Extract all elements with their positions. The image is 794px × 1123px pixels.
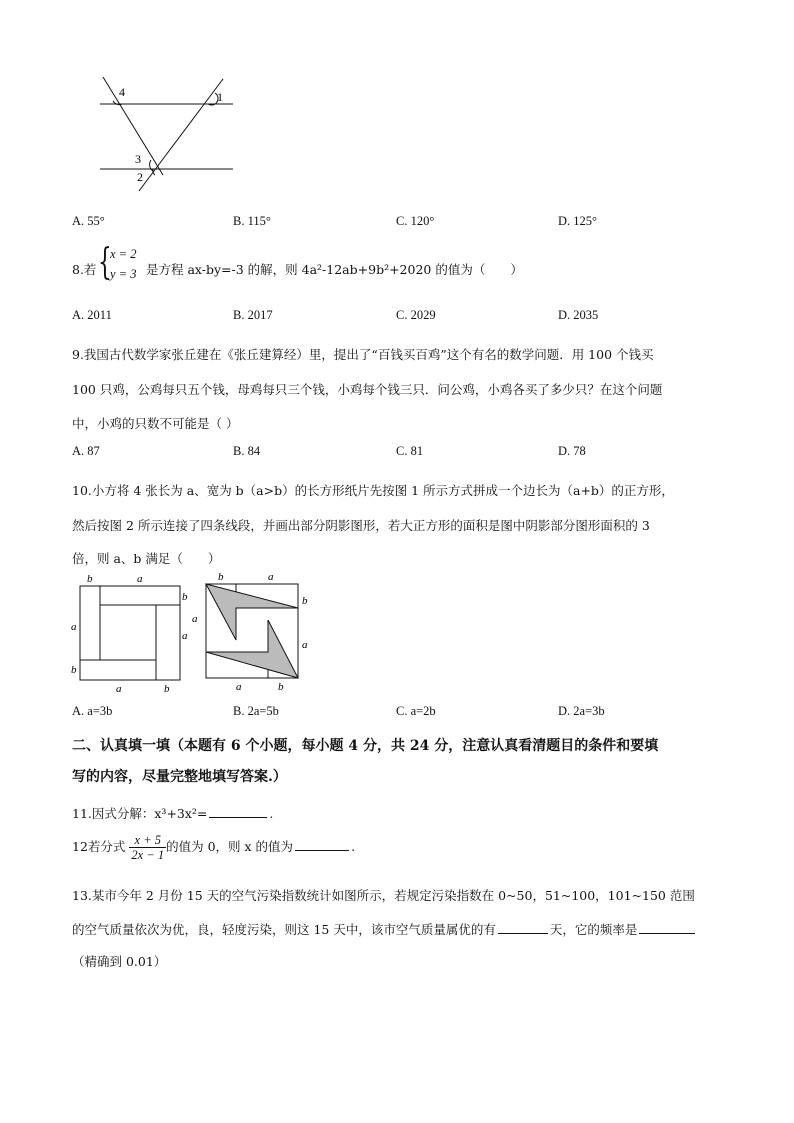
fig1-label-b-right: b <box>182 591 188 603</box>
q8-system-y: y = 3 <box>110 267 137 281</box>
angle-label-4: 4 <box>119 85 125 99</box>
q9-line-3: 中，小鸡的只数不可能是（ ） <box>72 416 239 431</box>
q8-option-c[interactable]: C. 2029 <box>396 308 436 322</box>
q9-option-c[interactable]: C. 81 <box>396 444 424 458</box>
q9-option-b[interactable]: B. 84 <box>233 444 261 458</box>
q8-question: 是方程 ax-by=-3 的解，则 4a²-12ab+9b²+2020 的值为（ ） <box>146 262 523 277</box>
transversal-right <box>139 79 223 191</box>
q11 <box>72 804 273 822</box>
brace-icon: { <box>98 242 112 283</box>
q13-line-3: （精确到 0.01） <box>72 954 167 969</box>
fig2-label-a-left: a <box>192 613 198 625</box>
angle-label-3: 3 <box>135 152 141 166</box>
shaded-region-top <box>206 584 298 640</box>
q7-option-b[interactable]: B. 115° <box>233 214 271 228</box>
q12 <box>72 833 355 862</box>
q10-figure-1 <box>68 570 198 698</box>
q10-line-1: 10.小方将 4 张长为 a、宽为 b（a>b）的长方形纸片先按图 1 所示方式拼成一个边长为（a+b）的正方形， <box>72 483 674 498</box>
q9-option-a[interactable]: A. 87 <box>72 444 100 458</box>
q12-fraction-denominator: 2x − 1 <box>131 848 165 862</box>
q8-option-b[interactable]: B. 2017 <box>233 308 273 322</box>
q10-option-b[interactable]: B. 2a=5b <box>233 704 279 718</box>
fig2-label-b-right: b <box>302 595 308 607</box>
q13-days-blank[interactable] <box>498 921 548 934</box>
q9-line-1: 9.我国古代数学家张丘建在《张丘建算经）里，提出了“百钱买百鸡”这个有名的数学问题．用 100 个钱买 <box>72 347 654 362</box>
q10-option-d[interactable]: D. 2a=3b <box>558 704 605 718</box>
fig2-label-b-bottom: b <box>278 681 284 693</box>
q12-answer-blank[interactable] <box>295 838 349 851</box>
angle-label-1: 1 <box>217 90 223 104</box>
fig2-label-b-top: b <box>218 571 224 583</box>
fig1-label-a-bottom: a <box>116 683 122 695</box>
transversal-left <box>103 77 163 175</box>
q13-line-1: 13.某市今年 2 月份 15 天的空气污染指数统计如图所示，若规定污染指数在 0~50，51~100，101~150 范围 <box>72 888 695 903</box>
fig2-label-a-right: a <box>302 639 308 651</box>
shaded-region-bottom <box>206 620 298 678</box>
q7-option-a[interactable]: A. 55° <box>72 214 105 228</box>
fig2-label-a-bottom: a <box>236 681 242 693</box>
q8-option-a[interactable]: A. 2011 <box>72 308 112 322</box>
q10-line-3: 倍，则 a、b 满足（ ） <box>72 551 221 566</box>
q12-prefix: 12若分式 <box>72 839 126 854</box>
fig1-label-b-top: b <box>87 573 93 585</box>
q10-option-a[interactable]: A. a=3b <box>72 704 113 718</box>
q11-text: 11.因式分解：x³+3x²= <box>72 806 208 821</box>
q9-line-2: 100 只鸡，公鸡每只五个钱，母鸡每只三个钱，小鸡每个钱三只．问公鸡，小鸡各买了多少只？在这个问题 <box>72 382 663 397</box>
angle-label-2: 2 <box>137 170 143 184</box>
q13-frequency-blank[interactable] <box>639 921 695 934</box>
q8-number: 8.若 <box>72 262 97 277</box>
fig1-label-b-bottom: b <box>164 683 170 695</box>
fig1-label-a-left: a <box>71 621 77 633</box>
q10-figure-2 <box>188 570 318 698</box>
section-2-heading-line-2: 写的内容，尽量完整地填写答案.） <box>72 769 287 785</box>
fig2-label-a-top: a <box>268 571 274 583</box>
q7-option-c[interactable]: C. 120° <box>396 214 435 228</box>
q10-line-2: 然后按图 2 所示连接了四条线段，并画出部分阴影图形，若大正方形的面积是图中阴影部分图形面积的 3 <box>72 518 650 533</box>
q13-line-2 <box>72 920 697 938</box>
q12-fraction <box>129 833 166 862</box>
fig1-label-b-left: b <box>71 664 77 676</box>
q11-answer-blank[interactable] <box>209 805 267 818</box>
q12-suffix: 的值为 0，则 x 的值为 <box>166 839 294 854</box>
q12-fraction-numerator: x + 5 <box>129 833 166 848</box>
fig1-label-a-right: a <box>182 630 188 642</box>
q7-option-d[interactable]: D. 125° <box>558 214 598 228</box>
q13-line-2b: 天，它的频率是 <box>549 922 638 937</box>
q11-end: . <box>269 806 274 821</box>
fig1-label-a-top: a <box>137 573 143 585</box>
q10-option-c[interactable]: C. a=2b <box>396 704 436 718</box>
q7-figure <box>95 75 240 195</box>
section-2-heading-line-1: 二、认真填一填（本题有 6 个小题，每小题 4 分，共 24 分，注意认真看清题目的条件和要填 <box>72 738 659 754</box>
q13-line-2a: 的空气质量依次为优，良，轻度污染，则这 15 天中，该市空气质量属优的有 <box>72 922 496 937</box>
q8-system-x: x = 2 <box>110 247 137 261</box>
q8-option-d[interactable]: D. 2035 <box>558 308 599 322</box>
q9-option-d[interactable]: D. 78 <box>558 444 586 458</box>
q12-end: . <box>351 839 356 854</box>
